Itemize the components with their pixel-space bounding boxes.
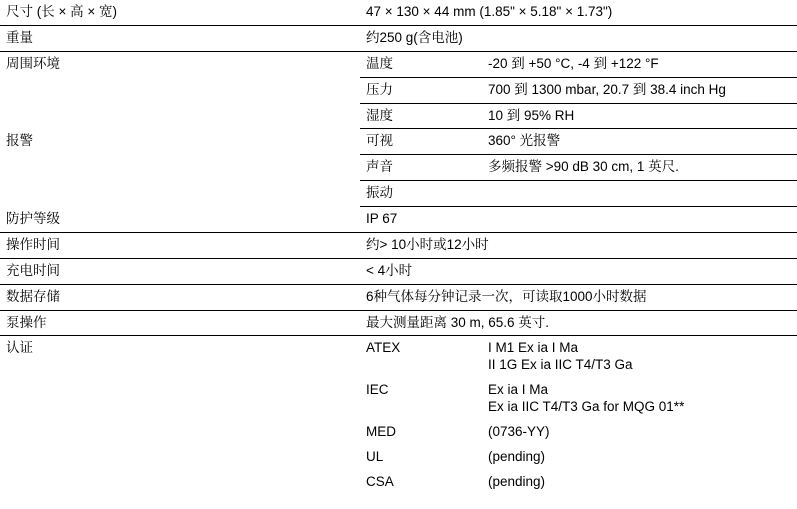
row-label: 泵操作: [0, 310, 360, 336]
row-label: 操作时间: [0, 232, 360, 258]
row-value-group: [482, 336, 797, 378]
row-subheader: IEC: [366, 382, 389, 398]
row-value: < 4小时: [360, 258, 797, 284]
row-label: 尺寸 (长 × 高 × 宽): [0, 0, 360, 25]
row-value: I M1 Ex ia I Ma: [488, 340, 579, 356]
row-subheader: CSA: [366, 473, 394, 489]
row-label: 认证: [6, 340, 33, 356]
table-row: [0, 25, 797, 51]
row-value: 多频报警 >90 dB 30 cm, 1 英尺.: [482, 155, 797, 181]
row-value: 约> 10小时或12小时: [360, 232, 797, 258]
row-value-group: [482, 378, 797, 420]
table-row: [0, 310, 797, 336]
row-value-secondary: II 1G Ex ia IIC T4/T3 Ga: [488, 357, 633, 373]
row-value: 10 到 95% RH: [482, 103, 797, 129]
row-value: 360° 光报警: [482, 129, 797, 155]
table-row: [0, 51, 797, 77]
row-subheader: 可视: [360, 129, 482, 155]
table-row: [0, 258, 797, 284]
row-subheader: UL: [366, 448, 384, 464]
row-subheader: 振动: [360, 181, 482, 207]
table-row: [0, 284, 797, 310]
row-value: (0736-YY): [488, 423, 550, 439]
row-value: -20 到 +50 °C, -4 到 +122 °F: [482, 51, 797, 77]
table-row: [0, 207, 797, 233]
row-value: 最大测量距离 30 m, 65.6 英寸.: [360, 310, 797, 336]
row-label: 重量: [0, 25, 360, 51]
row-label: 报警: [6, 132, 33, 148]
row-value: 6种气体每分钟记录一次，可读取1000小时数据: [360, 284, 797, 310]
row-subheader: 湿度: [360, 103, 482, 129]
row-value: 约250 g(含电池): [360, 25, 797, 51]
row-value: 700 到 1300 mbar, 20.7 到 38.4 inch Hg: [482, 77, 797, 103]
table-row: [0, 0, 797, 25]
table-row: [0, 232, 797, 258]
row-label: 数据存储: [0, 284, 360, 310]
row-value: 47 × 130 × 44 mm (1.85" × 5.18" × 1.73"): [360, 0, 797, 25]
row-subheader: 声音: [360, 155, 482, 181]
row-subheader: ATEX: [366, 340, 401, 356]
table-row: [0, 336, 797, 378]
row-value: IP 67: [360, 207, 797, 233]
row-subheader: 温度: [360, 51, 482, 77]
table-row: [0, 129, 797, 155]
row-label: 周围环境: [6, 55, 60, 71]
row-subheader: 压力: [360, 77, 482, 103]
row-value: Ex ia I Ma: [488, 382, 549, 398]
row-label: 充电时间: [0, 258, 360, 284]
row-label: 防护等级: [0, 207, 360, 233]
row-value: (pending): [488, 473, 546, 489]
row-value: (pending): [488, 448, 546, 464]
row-value-secondary: Ex ia IIC T4/T3 Ga for MQG 01**: [488, 399, 685, 414]
row-value: [482, 181, 797, 207]
row-subheader: MED: [366, 423, 396, 439]
